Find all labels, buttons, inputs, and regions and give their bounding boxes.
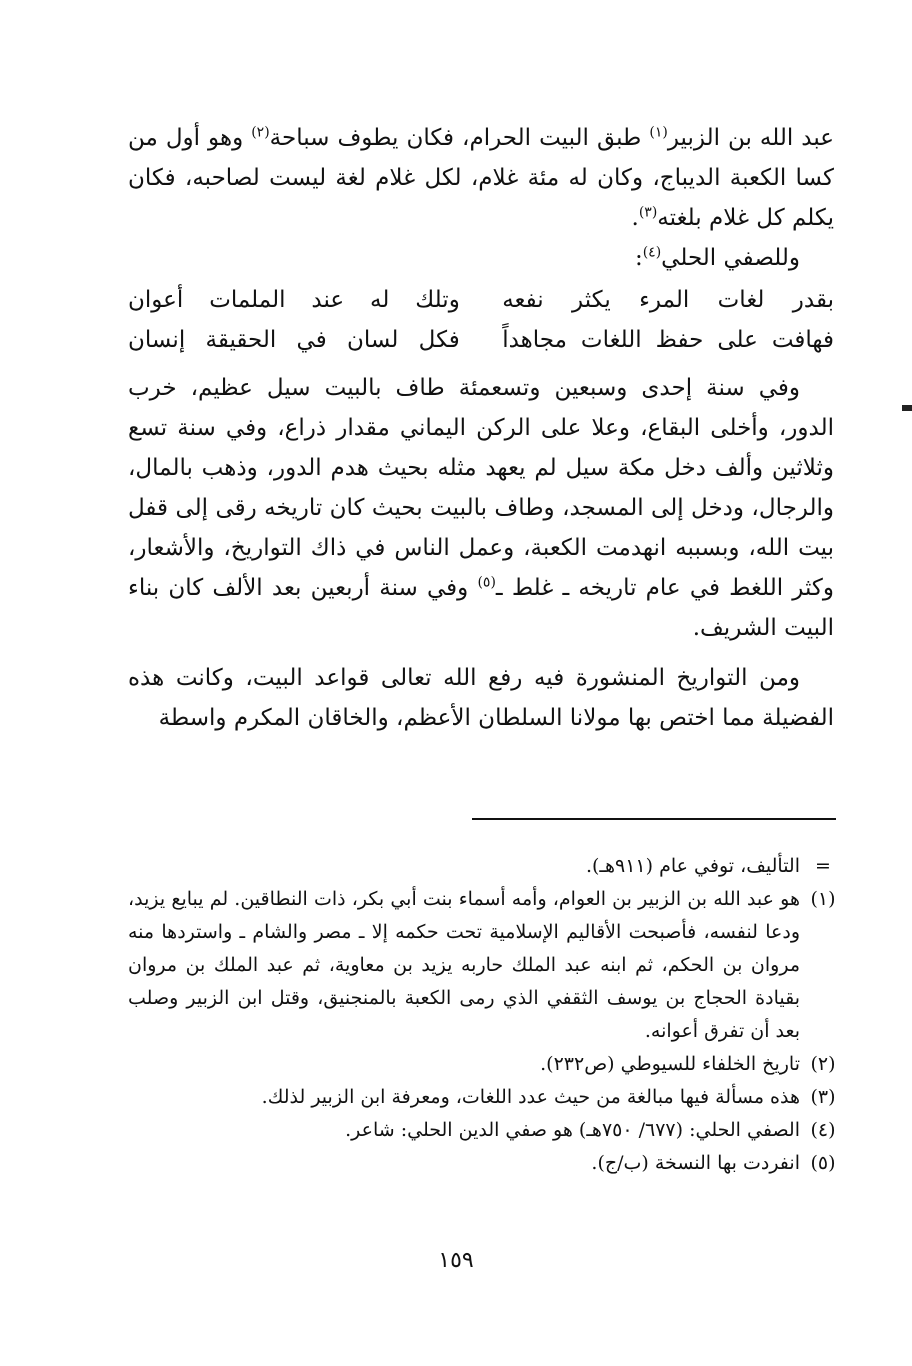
text-run: . — [631, 205, 639, 231]
main-text — [128, 118, 834, 738]
footnote-number: (١) — [810, 888, 836, 910]
text-run: وفي سنة أربعين بعد الألف كان بناء البيت الشريف. — [128, 575, 834, 641]
footnote-3 — [128, 1081, 846, 1114]
footnote-separator — [472, 818, 836, 820]
footnote-number: (٣) — [810, 1086, 836, 1108]
poem-intro — [128, 238, 834, 278]
footnote-continued — [128, 850, 846, 883]
footnote-number: (٤) — [810, 1119, 836, 1141]
text-run: وفي سنة إحدى وسبعين وتسعمئة طاف بالبيت سيل عظيم، خرب الدور، وأخلى البقاع، وعلا على الركن اليماني مقدار ذراع، وفي سنة تسع وثلاثين وألف دخل مكة سيل لم يعهد مثله بحيث هدم الدور، وذهب بالمال، والرجال، ودخل إلى المسجد، وطاف بالبيت بحيث كان تاريخه رقى إلى قفل بيت الله، وبسببه انهدمت الكعبة، وعمل الناس في ذاك التواريخ، والأشعار، وكثر اللغط في عام تاريخه ـ غلط ـ — [128, 375, 834, 601]
footnote-text: الصفي الحلي: (٦٧٧/ ٧٥٠هـ) هو صفي الدين الحلي: شاعر. — [345, 1119, 800, 1141]
footnote-text: هذه مسألة فيها مبالغة من حيث عدد اللغات، ومعرفة ابن الزبير لذلك. — [261, 1086, 800, 1108]
page-number: ١٥٩ — [438, 1248, 474, 1273]
text-run: ومن التواريخ المنشورة فيه رفع الله تعالى قواعد البيت، وكانت هذه الفضيلة مما اختص بها مولانا السلطان الأعظم، والخاقان المكرم واسطة — [128, 665, 834, 731]
hemistich-second: وتلك له عند الملمات أعوان — [128, 287, 460, 313]
footnote-ref-1: (١) — [649, 124, 668, 141]
hemistich-second: فكل لسان في الحقيقة إنسان — [128, 327, 460, 353]
text-run: وهو أول من كسا الكعبة الديباج، وكان له مئة غلام، لكل غلام لغة ليست لصاحبه، فكان يكلم كل غلام بلغته — [128, 125, 834, 231]
paragraph-1 — [128, 118, 834, 238]
footnotes — [128, 850, 846, 1180]
footnote-2 — [128, 1048, 846, 1081]
footnote-text: انفردت بها النسخة (ب/ج). — [591, 1152, 800, 1174]
verse — [128, 280, 834, 320]
footnote-text: تاريخ الخلفاء للسيوطي (ص٢٣٢). — [540, 1053, 800, 1075]
text-run: طبق البيت الحرام، فكان يطوف سباحة — [269, 125, 650, 151]
footnote-ref-5: (٥) — [477, 574, 496, 591]
footnote-text: التأليف، توفي عام (٩١١هـ). — [585, 855, 800, 877]
hemistich-first: فهافت على حفظ اللغات مجاهداً — [502, 327, 834, 353]
text-run: وللصفي الحلي — [661, 245, 800, 271]
paragraph-2 — [128, 368, 834, 648]
poem — [128, 280, 834, 360]
scan-edge-mark — [902, 405, 912, 411]
hemistich-first: بقدر لغات المرء يكثر نفعه — [502, 287, 834, 313]
text-run: : — [634, 245, 643, 271]
footnote-ref-3: (٣) — [638, 204, 658, 221]
text-run: عبد الله بن الزبير — [667, 125, 835, 151]
footnote-number: (٥) — [810, 1152, 836, 1174]
continuation-mark: = — [815, 855, 831, 877]
verse — [128, 320, 834, 360]
footnote-5 — [128, 1147, 846, 1180]
footnote-4 — [128, 1114, 846, 1147]
paragraph-3 — [128, 658, 834, 738]
footnote-text: هو عبد الله بن الزبير بن العوام، وأمه أسماء بنت أبي بكر، ذات النطاقين. لم يبايع يزيد، ودعا لنفسه، فأصبحت الأقاليم الإسلامية تحت حكمه إلا ـ مصر والشام ـ واستردها منه مروان بن الحكم، ثم ابنه عبد الملك حاربه يزيد بن معاوية، ثم عبد الملك بن مروان بقيادة الحجاج بن يوسف الثقفي الذي رمى الكعبة بالمنجنيق، وقتل ابن الزبير وصلب بعد أن تفرق أعوانه. — [128, 888, 800, 1042]
footnote-number: (٢) — [810, 1053, 836, 1075]
footnote-ref-4: (٤) — [642, 244, 662, 261]
footnote-ref-2: (٢) — [251, 124, 270, 141]
footnote-1 — [128, 883, 846, 1048]
